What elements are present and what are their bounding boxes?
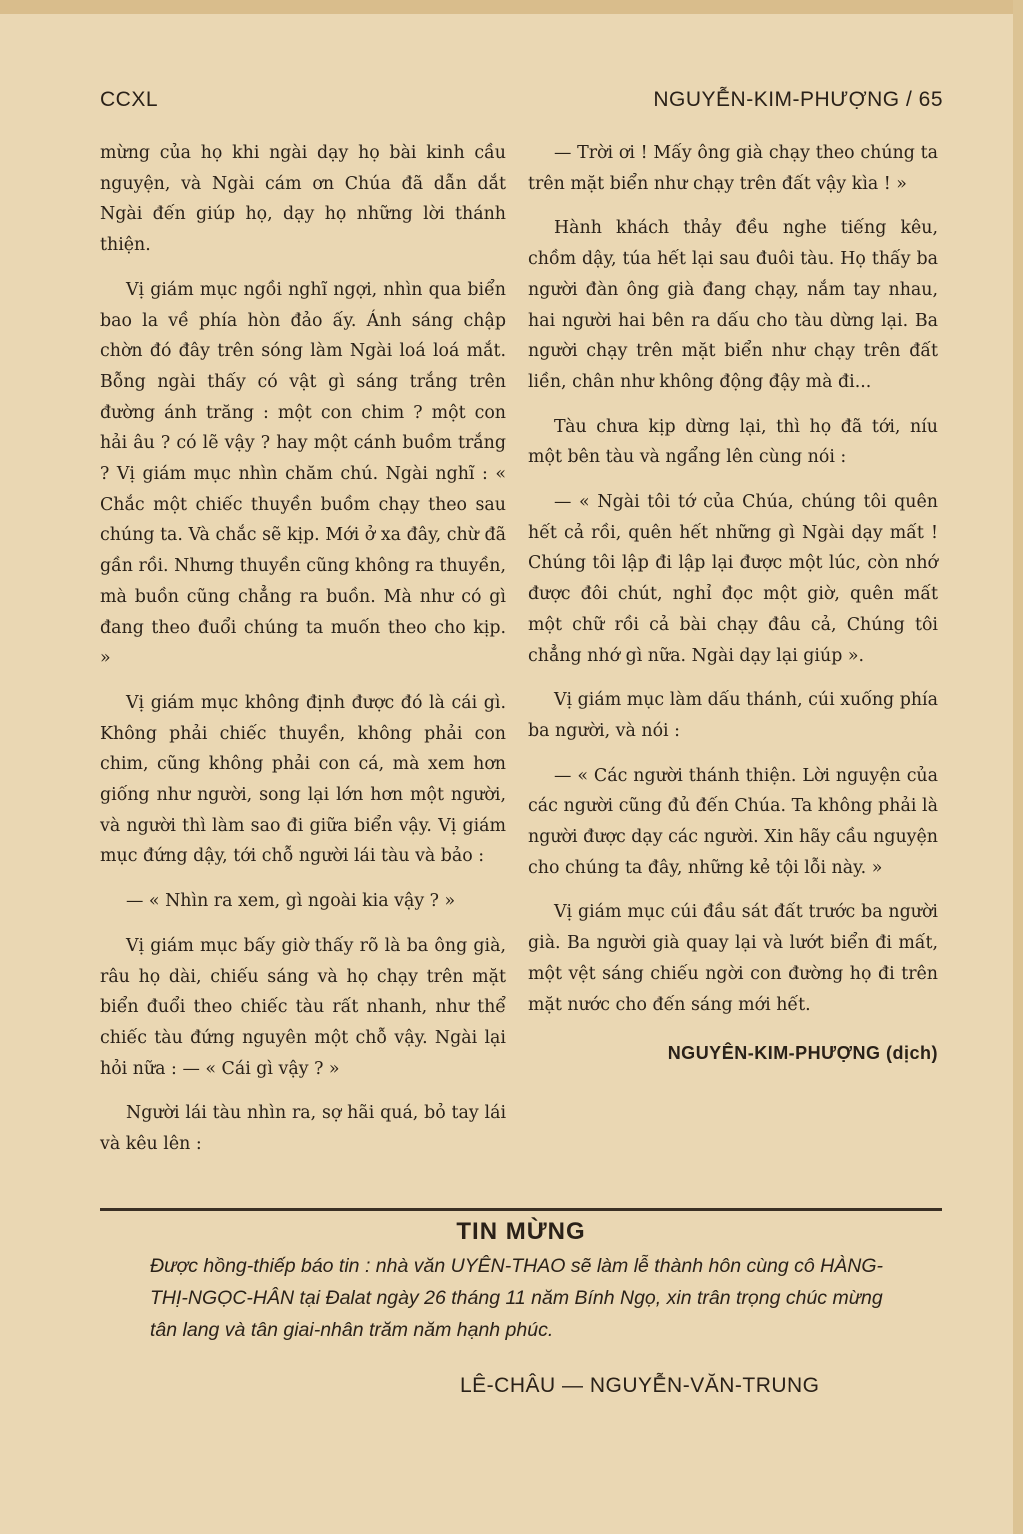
paragraph: Tàu chưa kịp dừng lại, thì họ đã tới, níu một bên tàu và ngẩng lên cùng nói :	[528, 416, 938, 468]
paragraph: mừng của họ khi ngài dạy họ bài kinh cầu nguyện, và Ngài cám ơn Chúa đã dẫn dắt Ngài đến giúp họ, dạy họ những lời thánh thiện.	[100, 143, 506, 256]
paragraph: Người lái tàu nhìn ra, sợ hãi quá, bỏ tay lái và kêu lên :	[100, 1103, 506, 1155]
translator-name: NGUYÊN-KIM-PHƯỢNG	[667, 1043, 881, 1064]
section-divider	[100, 1208, 942, 1211]
notice-title: TIN MỪNG	[456, 1218, 586, 1245]
paragraph: — « Ngài tôi tớ của Chúa, chúng tôi quên hết cả rồi, quên hết những gì Ngài dạy mất ! Chúng tôi lập đi lập lại được một lúc, còn nhớ được đôi chút, nghỉ đọc một giờ, quên mất một chữ rồi cả bài chạy đâu cả, Chúng tôi chẳng nhớ gì nữa. Ngài dạy lại giúp ».	[528, 492, 938, 666]
header-right: NGUYỄN-KIM-PHƯỢNG / 65	[653, 88, 943, 111]
paragraph: — « Nhìn ra xem, gì ngoài kia vậy ? »	[126, 891, 456, 912]
paragraph: Vị giám mục làm dấu thánh, cúi xuống phía ba người, và nói :	[528, 690, 938, 741]
running-header	[100, 88, 943, 124]
notice-signers: LÊ-CHÂU — NGUYỄN-VĂN-TRUNG	[460, 1374, 820, 1397]
translator-signature	[528, 1038, 938, 1069]
paragraph: Vị giám mục ngồi nghĩ ngợi, nhìn qua biển bao la về phía hòn đảo ấy. Ánh sáng chập chờn đó đây trên sóng làm Ngài loá loá mắt. Bỗng ngài thấy có vật gì sáng trắng trên đường ánh trăng : một con chim ? một con hải âu ? có lẽ vậy ? hay một cánh buồm trắng ? Vị giám mục nhìn chăm chú. Ngài nghĩ : « Chắc một chiếc thuyền buồm chạy theo sau chúng ta. Và chắc sẽ kịp. Mới ở xa đây, chừ đã gần rồi. Nhưng thuyền cũng không ra thuyền, mà buồn cũng chẳng ra buồn. Mà như có gì đang theo đuổi chúng ta muốn theo cho kịp. »	[100, 279, 506, 669]
paragraph: Vị giám mục bấy giờ thấy rõ là ba ông già, râu họ dài, chiếu sáng và họ chạy trên mặt biển đuổi theo chiếc tàu rất nhanh, như thể chiếc tàu đứng nguyên một chỗ vậy. Ngài lại hỏi nữa : — « Cái gì vậy ? »	[100, 935, 506, 1079]
translator-note: (dịch)	[886, 1043, 938, 1064]
right-column	[528, 138, 938, 1069]
paragraph: — « Các người thánh thiện. Lời nguyện của các người cũng đủ đến Chúa. Ta không phải là người được dạy các người. Xin hãy cầu nguyện cho chúng ta đây, những kẻ tội lỗi này. »	[528, 765, 938, 878]
header-left: CCXL	[100, 88, 159, 111]
paragraph: Vị giám mục cúi đầu sát đất trước ba người già. Ba người già quay lại và lướt biển đi mất, một vệt sáng chiếu ngời con đường họ đi trên mặt nước cho đến sáng mới hết.	[528, 902, 938, 1015]
page-edge-top	[0, 0, 1023, 14]
page-edge-right	[1013, 0, 1023, 1534]
paragraph: Hành khách thảy đều nghe tiếng kêu, chồm dậy, túa hết lại sau đuôi tàu. Họ thấy ba người đàn ông già đang chạy, nắm tay nhau, hai người hai bên ra dấu cho tàu dừng lại. Ba người chạy trên mặt biển như chạy trên đất liền, chân như không động đậy mà đi...	[528, 218, 938, 392]
paragraph: Vị giám mục không định được đó là cái gì. Không phải chiếc thuyền, không phải con chim, cũng không phải con cá, mà xem hơn giống như người, song lại lớn hơn một người, và người thì làm sao đi giữa biển vậy. Vị giám mục đứng dậy, tới chỗ người lái tàu và bảo :	[100, 692, 506, 867]
notice-text: Được hồng-thiếp báo tin : nhà văn UYÊN-THAO sẽ làm lễ thành hôn cùng cô HÀNG-THỊ-NGỌC-HÂN tại Đalat ngày 26 tháng 11 năm Bính Ngọ, xin trân trọng chúc mừng tân lang và tân giai-nhân trăm năm hạnh phúc.	[150, 1255, 884, 1341]
left-column	[100, 138, 506, 1174]
paragraph: — Trời ơi ! Mấy ông già chạy theo chúng ta trên mặt biển như chạy trên đất vậy kìa ! »	[528, 143, 938, 194]
